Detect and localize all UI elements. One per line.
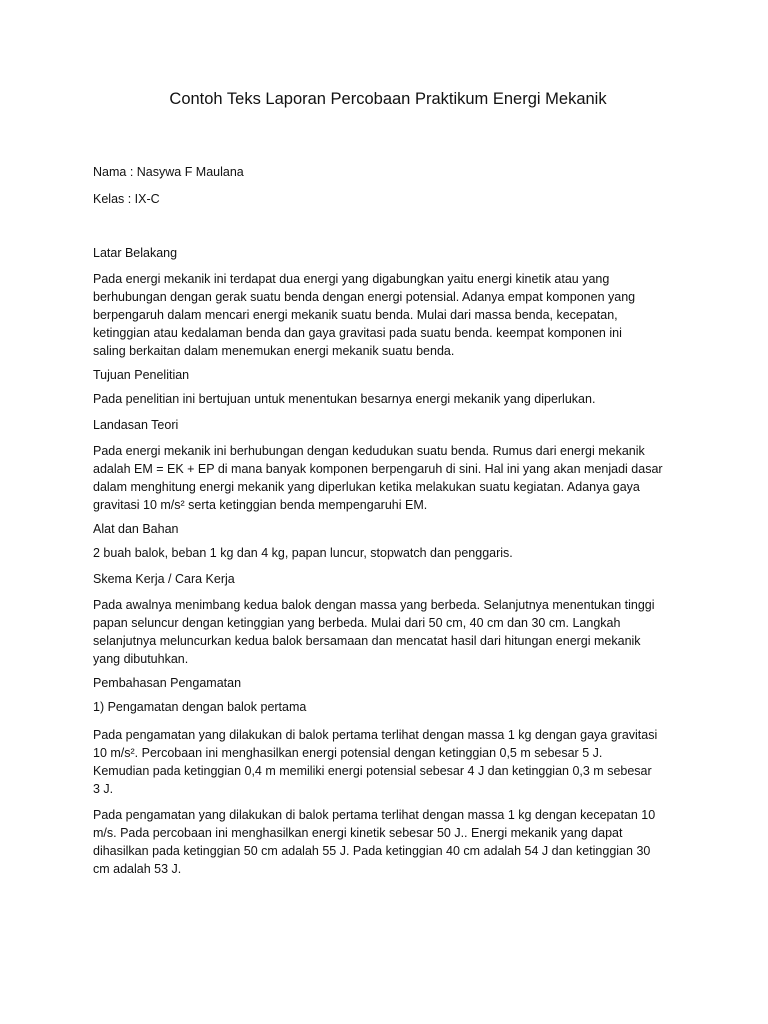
student-name: Nama : Nasywa F Maulana <box>93 165 244 179</box>
section-heading-tujuan-penelitian: Tujuan Penelitian <box>93 368 190 382</box>
text-line: berhubungan dengan gerak suatu benda dengan energi potensial. Adanya empat komponen yang <box>93 290 636 304</box>
text-line: selanjutnya meluncurkan kedua balok bersamaan dan mencatat hasil dari hitungan energi mekanik <box>93 634 641 648</box>
text-line: dalam menghitung energi mekanik yang diperlukan ketika melakukan suatu kegiatan. Adanya gaya <box>93 480 640 494</box>
section-heading-pembahasan-pengamatan: Pembahasan Pengamatan <box>93 676 242 690</box>
document-page <box>93 90 683 886</box>
text-line: 10 m/s². Percobaan ini menghasilkan energi potensial dengan ketinggian 0,5 m sebesar 5 J. <box>93 746 603 760</box>
text-line: berpengaruh dalam mencari energi mekanik suatu benda. Mulai dari massa benda, kecepatan, <box>93 308 618 322</box>
pembahasan-paragraph-2 <box>93 806 683 878</box>
pembahasan-paragraph-1 <box>93 726 683 798</box>
skema-kerja-paragraph <box>93 596 683 668</box>
text-line: Pada energi mekanik ini berhubungan dengan kedudukan suatu benda. Rumus dari energi mekanik <box>93 444 645 458</box>
text-line: yang dibutuhkan. <box>93 652 189 666</box>
text-line: Pada pengamatan yang dilakukan di balok pertama terlihat dengan massa 1 kg dengan kecepatan 10 <box>93 808 656 822</box>
text-line: m/s. Pada percobaan ini menghasilkan energi kinetik sebesar 50 J.. Energi mekanik yang dapat <box>93 826 623 840</box>
text-line: Pada energi mekanik ini terdapat dua energi yang digabungkan yaitu energi kinetik atau yang <box>93 272 610 286</box>
text-line: Kemudian pada ketinggian 0,4 m memiliki energi potensial sebesar 4 J dan ketinggian 0,3 m sebesar <box>93 764 652 778</box>
alat-dan-bahan-paragraph: 2 buah balok, beban 1 kg dan 4 kg, papan luncur, stopwatch dan penggaris. <box>93 546 513 560</box>
text-line: ketinggian atau kedalaman benda dan gaya gravitasi pada suatu benda. keempat komponen ini <box>93 326 622 340</box>
section-heading-latar-belakang: Latar Belakang <box>93 246 178 260</box>
text-line: gravitasi 10 m/s² serta ketinggian benda mempengaruhi EM. <box>93 498 428 512</box>
landasan-teori-paragraph <box>93 442 683 514</box>
subheading-balok-pertama: 1) Pengamatan dengan balok pertama <box>93 700 307 714</box>
text-line: Pada pengamatan yang dilakukan di balok pertama terlihat dengan massa 1 kg dengan gaya gravitasi <box>93 728 658 742</box>
section-heading-alat-dan-bahan: Alat dan Bahan <box>93 522 179 536</box>
text-line: saling berkaitan dalam menemukan energi mekanik suatu benda. <box>93 344 455 358</box>
text-line: dihasilkan pada ketinggian 50 cm adalah 55 J. Pada ketinggian 40 cm adalah 54 J dan ketinggian 30 <box>93 844 651 858</box>
tujuan-penelitian-paragraph: Pada penelitian ini bertujuan untuk menentukan besarnya energi mekanik yang diperlukan. <box>93 392 596 406</box>
text-line: papan seluncur dengan ketinggian yang berbeda. Mulai dari 50 cm, 40 cm dan 30 cm. Langkah <box>93 616 621 630</box>
text-line: cm adalah 53 J. <box>93 862 182 876</box>
document-title: Contoh Teks Laporan Percobaan Praktikum Energi Mekanik <box>169 90 607 108</box>
section-heading-skema-kerja: Skema Kerja / Cara Kerja <box>93 572 235 586</box>
section-heading-landasan-teori: Landasan Teori <box>93 418 179 432</box>
latar-belakang-paragraph <box>93 270 683 360</box>
text-line: adalah EM = EK + EP di mana banyak komponen berpengaruh di sini. Hal ini yang akan menjadi dasar <box>93 462 663 476</box>
student-class: Kelas : IX-C <box>93 192 160 206</box>
text-line: 3 J. <box>93 782 114 796</box>
text-line: Pada awalnya menimbang kedua balok dengan massa yang berbeda. Selanjutnya menentukan tinggi <box>93 598 655 612</box>
